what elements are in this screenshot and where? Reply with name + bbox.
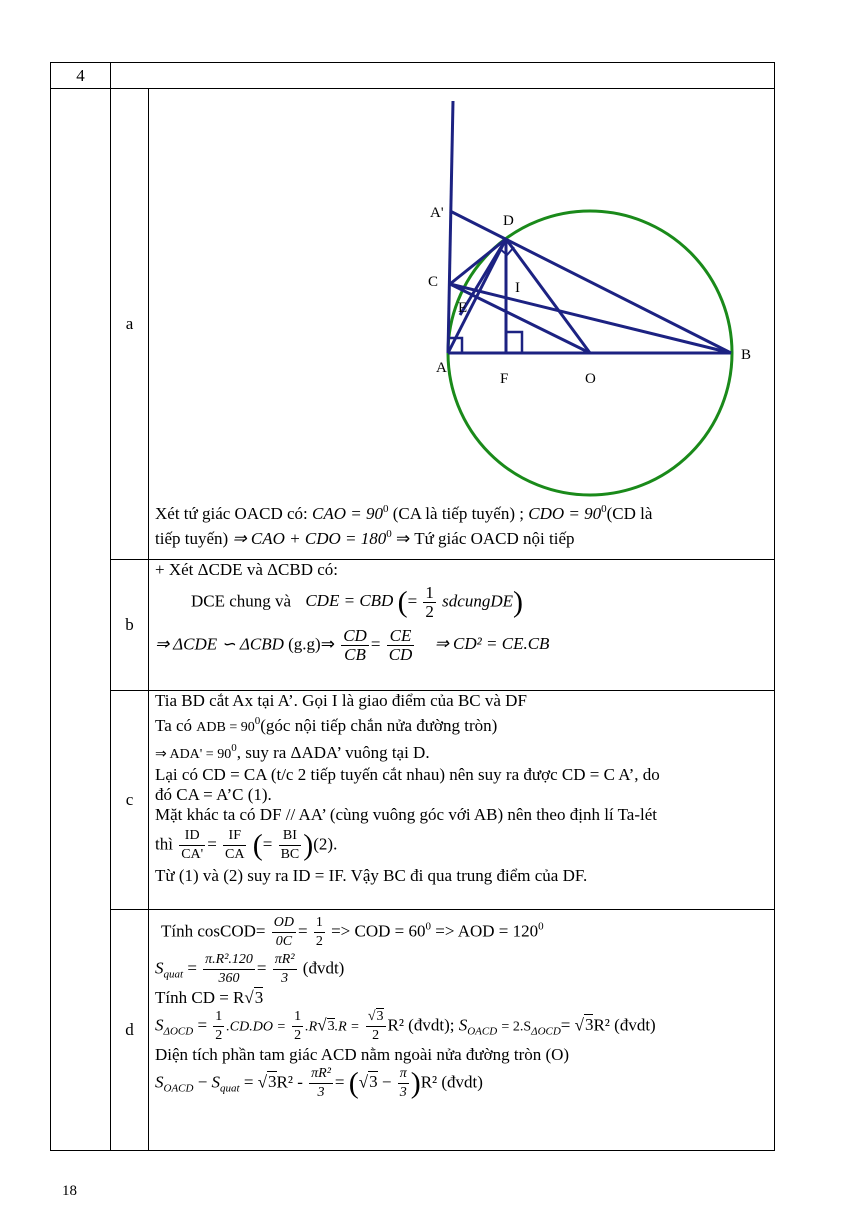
- part-c-label: c: [111, 691, 149, 910]
- part-c-line7: thì $\frac{ID}{CA'}$ = $\frac{IF}{CA}$ (= $\frac{BI}{BC}$ )(2).: [155, 828, 338, 862]
- label-f: F: [500, 371, 509, 387]
- part-d-line6: $S_{OACD} - S_{quat} = √3R^2$ - $\frac{\text{πR²}}{3}$ = (√3 − $\frac{\pi}{3}$ )R² (đvdt): [155, 1066, 483, 1100]
- part-d-row: [51, 910, 775, 1151]
- label-e: E: [458, 300, 468, 316]
- part-b-line2: DCE chung và CDE = CBD (= $\frac{1}{2}$ sdcungDE): [191, 583, 523, 621]
- part-b-content: [149, 560, 775, 691]
- label-d: D: [503, 213, 514, 229]
- part-d-content: [149, 910, 775, 1151]
- label-a: A: [436, 360, 447, 376]
- part-c-line6: Mặt khác ta có DF // AA’ (cùng vuông góc với AB) nên theo định lí Ta-lét: [155, 805, 657, 824]
- part-c-line8: Từ (1) và (2) suy ra ID = IF. Vậy BC đi qua trung điểm của DF.: [155, 866, 588, 885]
- part-c-line5: đó CA = A’C (1).: [155, 785, 272, 804]
- part-a-line1: Xét tứ giác OACD có: CAO = $90^0$ (CA là tiếp tuyến) ; CDO = $90^0(CD$ là: [155, 503, 653, 523]
- label-a-prime: A': [430, 205, 444, 221]
- part-d-line5: Diện tích phần tam giác ACD nằm ngoài nửa đường tròn (O): [155, 1045, 570, 1064]
- part-d-line1: Tính cosCOD= $\frac{OD}{0C}$ = $\frac{1}{2}$ => COD = $60^0$ => AOD = $120^0$: [161, 915, 544, 949]
- part-d-line2: $S_{quat}$ = $\frac{\text{π.R².120}}{360}$ = $\frac{\text{πR²}}{3}$ (đvdt): [155, 952, 345, 986]
- part-a-label: a: [111, 89, 149, 560]
- label-b: B: [741, 347, 752, 363]
- part-c-line4: Lại có CD = CA (t/c 2 tiếp tuyến cắt nhau) nên suy ra được CD = C A’, do: [155, 765, 660, 784]
- part-d-line3: Tính CD = R√3: [155, 988, 264, 1007]
- part-b-line1: + Xét ΔCDE và ΔCBD có:: [155, 560, 339, 579]
- part-d-label: d: [111, 910, 149, 1151]
- label-c: C: [428, 274, 439, 290]
- geometry-figure: [149, 89, 752, 499]
- part-b-line3: ⇒ ΔCDE ∽ ΔCBD (g.g)⇒ $\frac{CD}{CB}$ = $\frac{CE}{CD}$ ⇒ CD² = CE.CB: [155, 626, 550, 664]
- solution-table: [50, 62, 775, 1151]
- part-a-row: [51, 89, 775, 560]
- question-number: 4: [51, 63, 111, 89]
- page-number: 18: [62, 1183, 77, 1199]
- part-a-line2: tiếp tuyến) ⇒ CAO + CDO = $180^0$ ⇒ Tứ giác OACD nội tiếp: [155, 528, 575, 548]
- part-c-line3: ⇒ $ADA' = 90^0$, suy ra ΔADA’ vuông tại D.: [155, 742, 430, 762]
- question-header-row: [51, 63, 775, 89]
- part-c-content: [149, 691, 775, 910]
- part-c-row: [51, 691, 775, 910]
- part-c-line2: Ta có ADB = $90^0(góc$ nội tiếp chắn nửa đường tròn): [155, 715, 498, 735]
- label-o: O: [585, 371, 596, 387]
- part-d-line4: $S_{\Delta OCD}$ = $\frac{1}{2}$ .CD.DO = $\frac{1}{2}$ .R√3.R = $\frac{√3}{2}$ R² (đvdt); $S_{OACD} = 2.S_{\Delta OCD}= √3R^2$ (đvdt): [155, 1009, 656, 1043]
- label-i: I: [515, 280, 520, 296]
- part-a-content: [149, 89, 775, 560]
- right-angle-f: [506, 332, 522, 353]
- line-cb: [450, 284, 731, 353]
- part-b-row: [51, 560, 775, 691]
- line-cd: [450, 239, 506, 284]
- part-b-label: b: [111, 560, 149, 691]
- line-a-prime-b: [450, 211, 731, 353]
- part-c-line1: Tia BD cắt Ax tại A’. Gọi I là giao điểm của BC và DF: [155, 691, 527, 710]
- line-do: [506, 239, 590, 353]
